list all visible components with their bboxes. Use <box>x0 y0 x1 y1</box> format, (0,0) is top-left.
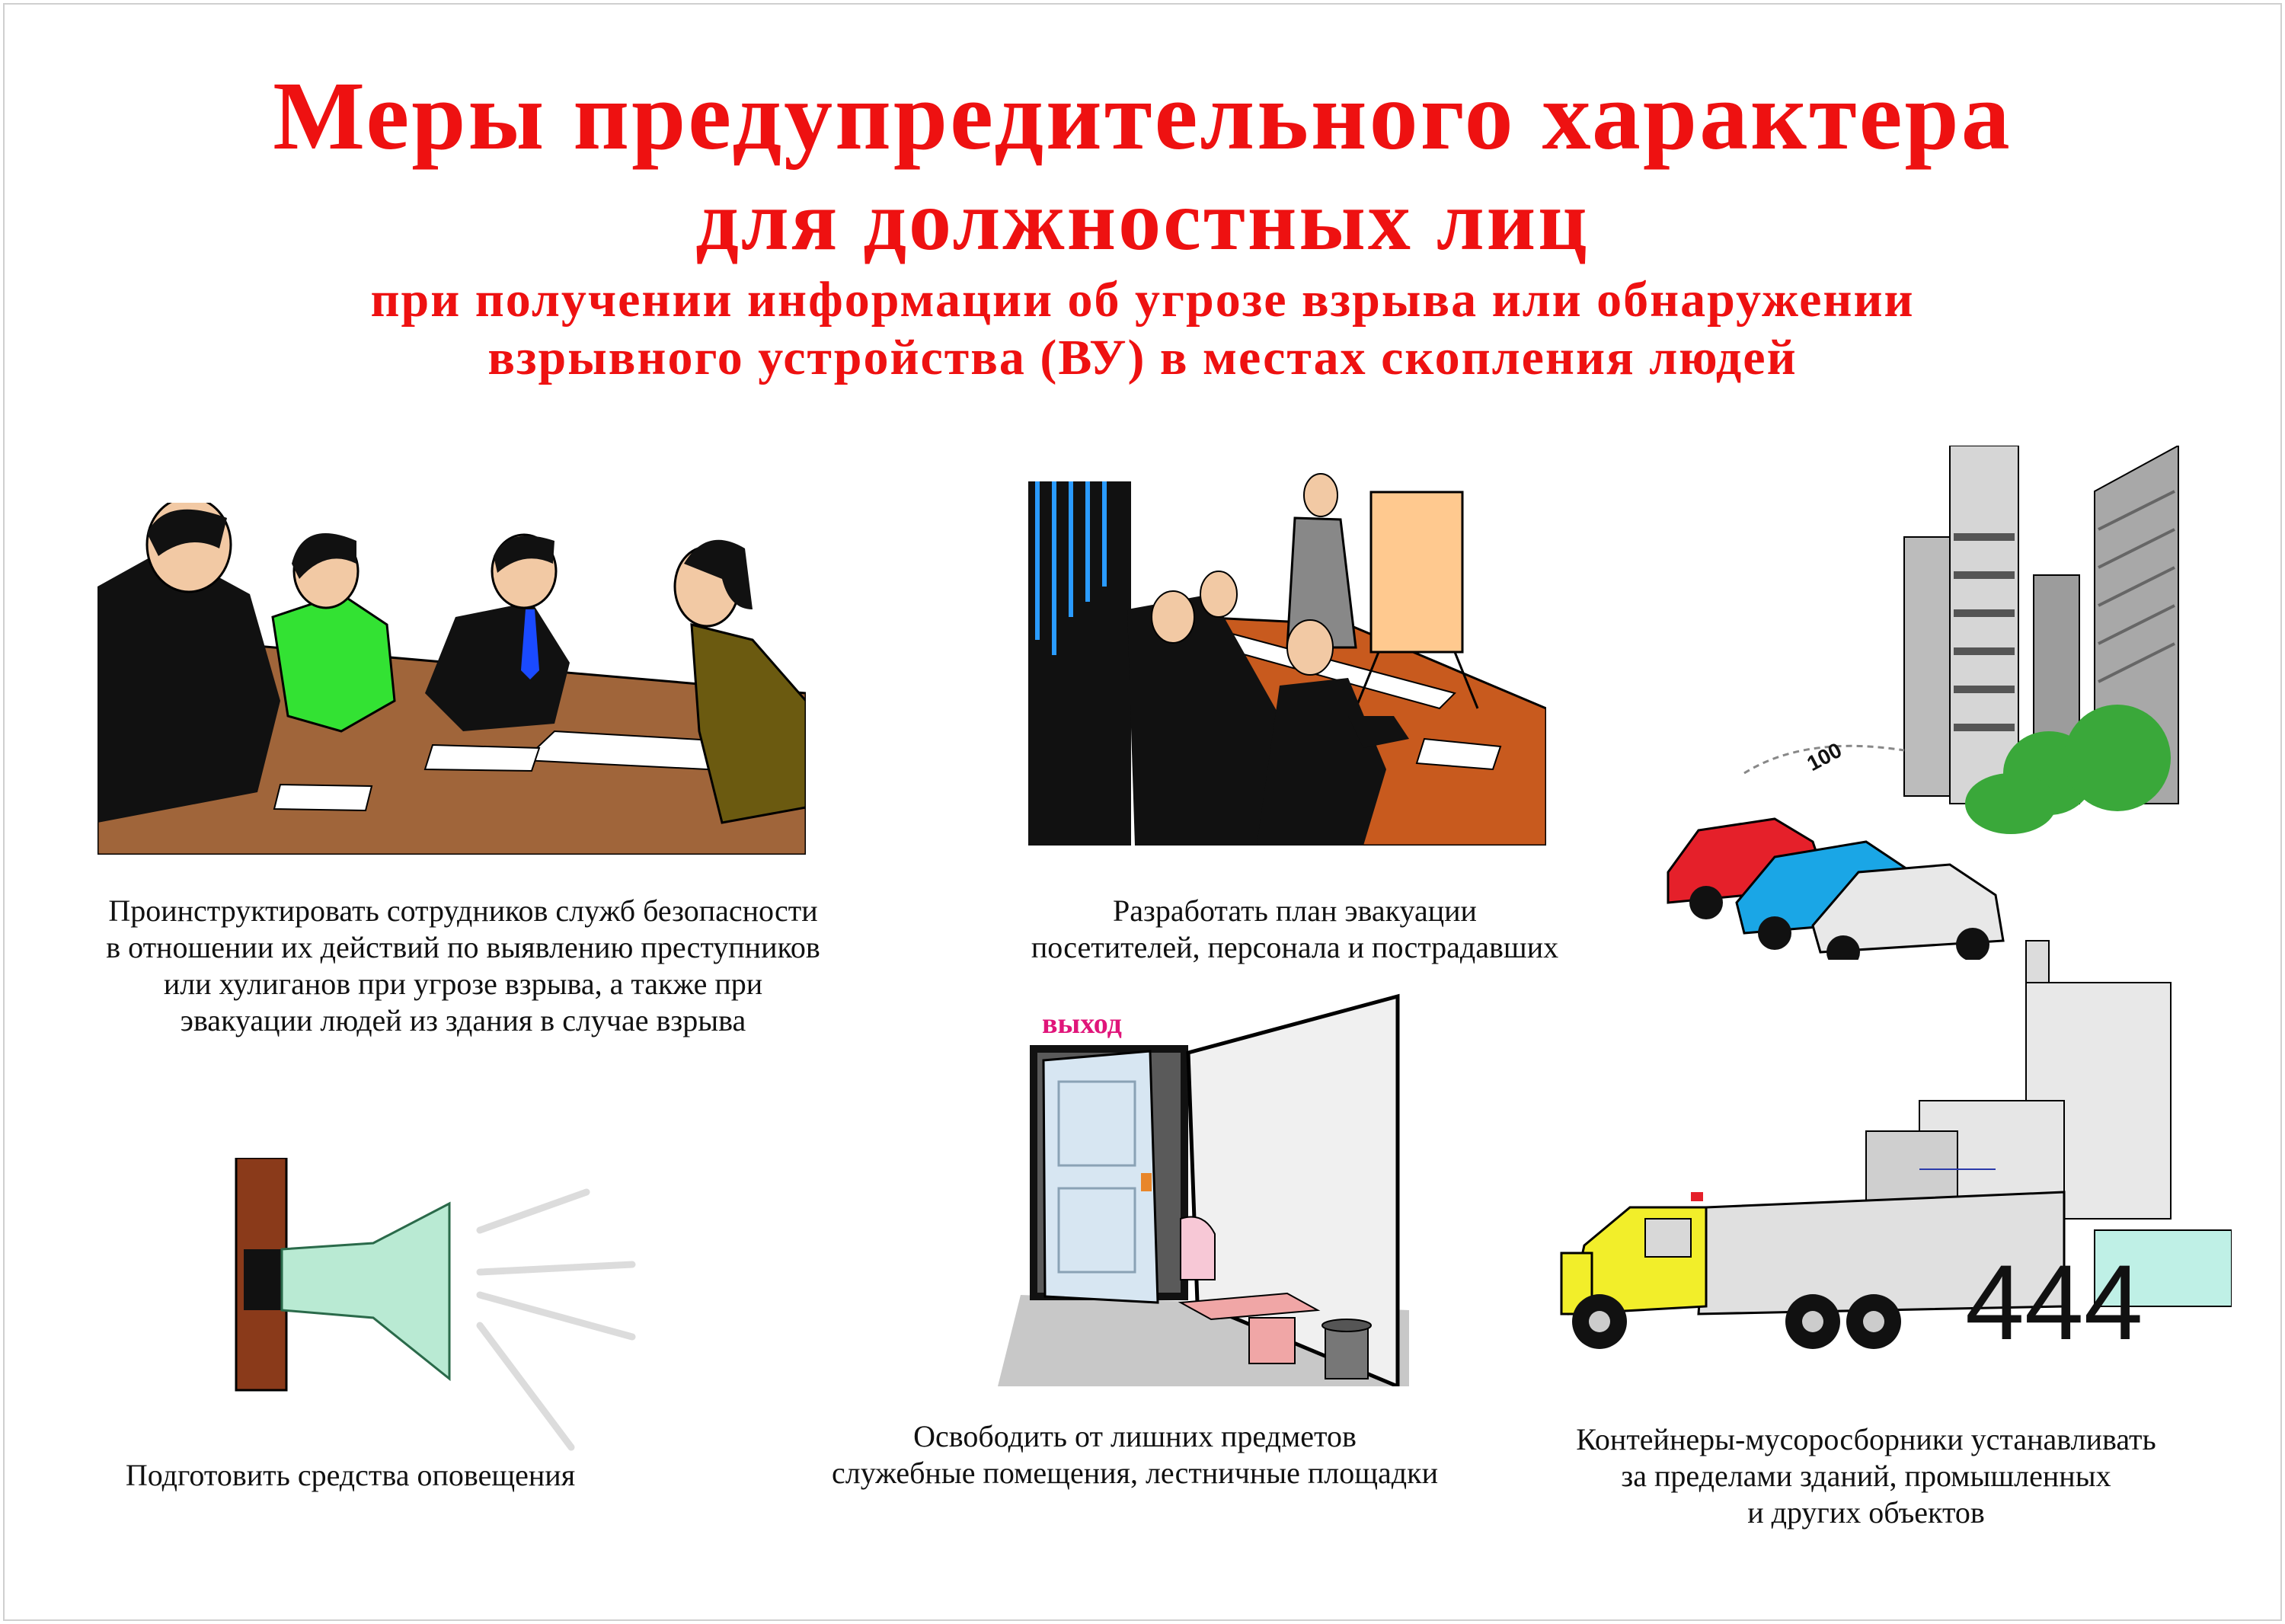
meeting-icon <box>97 503 806 855</box>
poster-subtitle-line-2: взрывного устройства (ВУ) в местах скопления людей <box>487 330 1798 385</box>
measure-caption-alert-means: Подготовить средства оповещения <box>125 1458 576 1492</box>
megaphone-icon <box>228 1158 647 1463</box>
poster-title-line-2: для должностных лиц <box>695 174 1590 268</box>
truck-number-label: 444 <box>1965 1242 2143 1362</box>
measure-caption-clear-rooms: Освободить от лишних предметов служебные помещения, лестничные площадки <box>832 1419 1438 1490</box>
poster-title-line-1: Меры предупредительного характера <box>273 62 2012 170</box>
poster-subtitle-line-1: при получении информации об угрозе взрыва или обнаружении <box>370 272 1915 328</box>
measure-caption-instruct: Проинструктировать сотрудников служб безопасности в отношении их действий по выявлению преступников или хулиганов при угрозе взрыва, а также при эвакуации людей из здания в случае взрыва <box>106 894 820 1037</box>
measure-caption-waste-containers: Контейнеры-мусоросборники устанавливать за пределами зданий, промышленных и других объектов <box>1576 1422 2156 1530</box>
exit-sign-label: выход <box>1042 1008 1122 1040</box>
city-cars-icon <box>1653 446 2186 960</box>
presentation-icon <box>1028 465 1546 846</box>
exit-door-icon <box>998 990 1409 1386</box>
speed-sign-label: 100 <box>1803 737 1846 776</box>
measure-caption-evacuation-plan: Разработать план эвакуации посетителей, персонала и пострадавших <box>1031 894 1559 964</box>
